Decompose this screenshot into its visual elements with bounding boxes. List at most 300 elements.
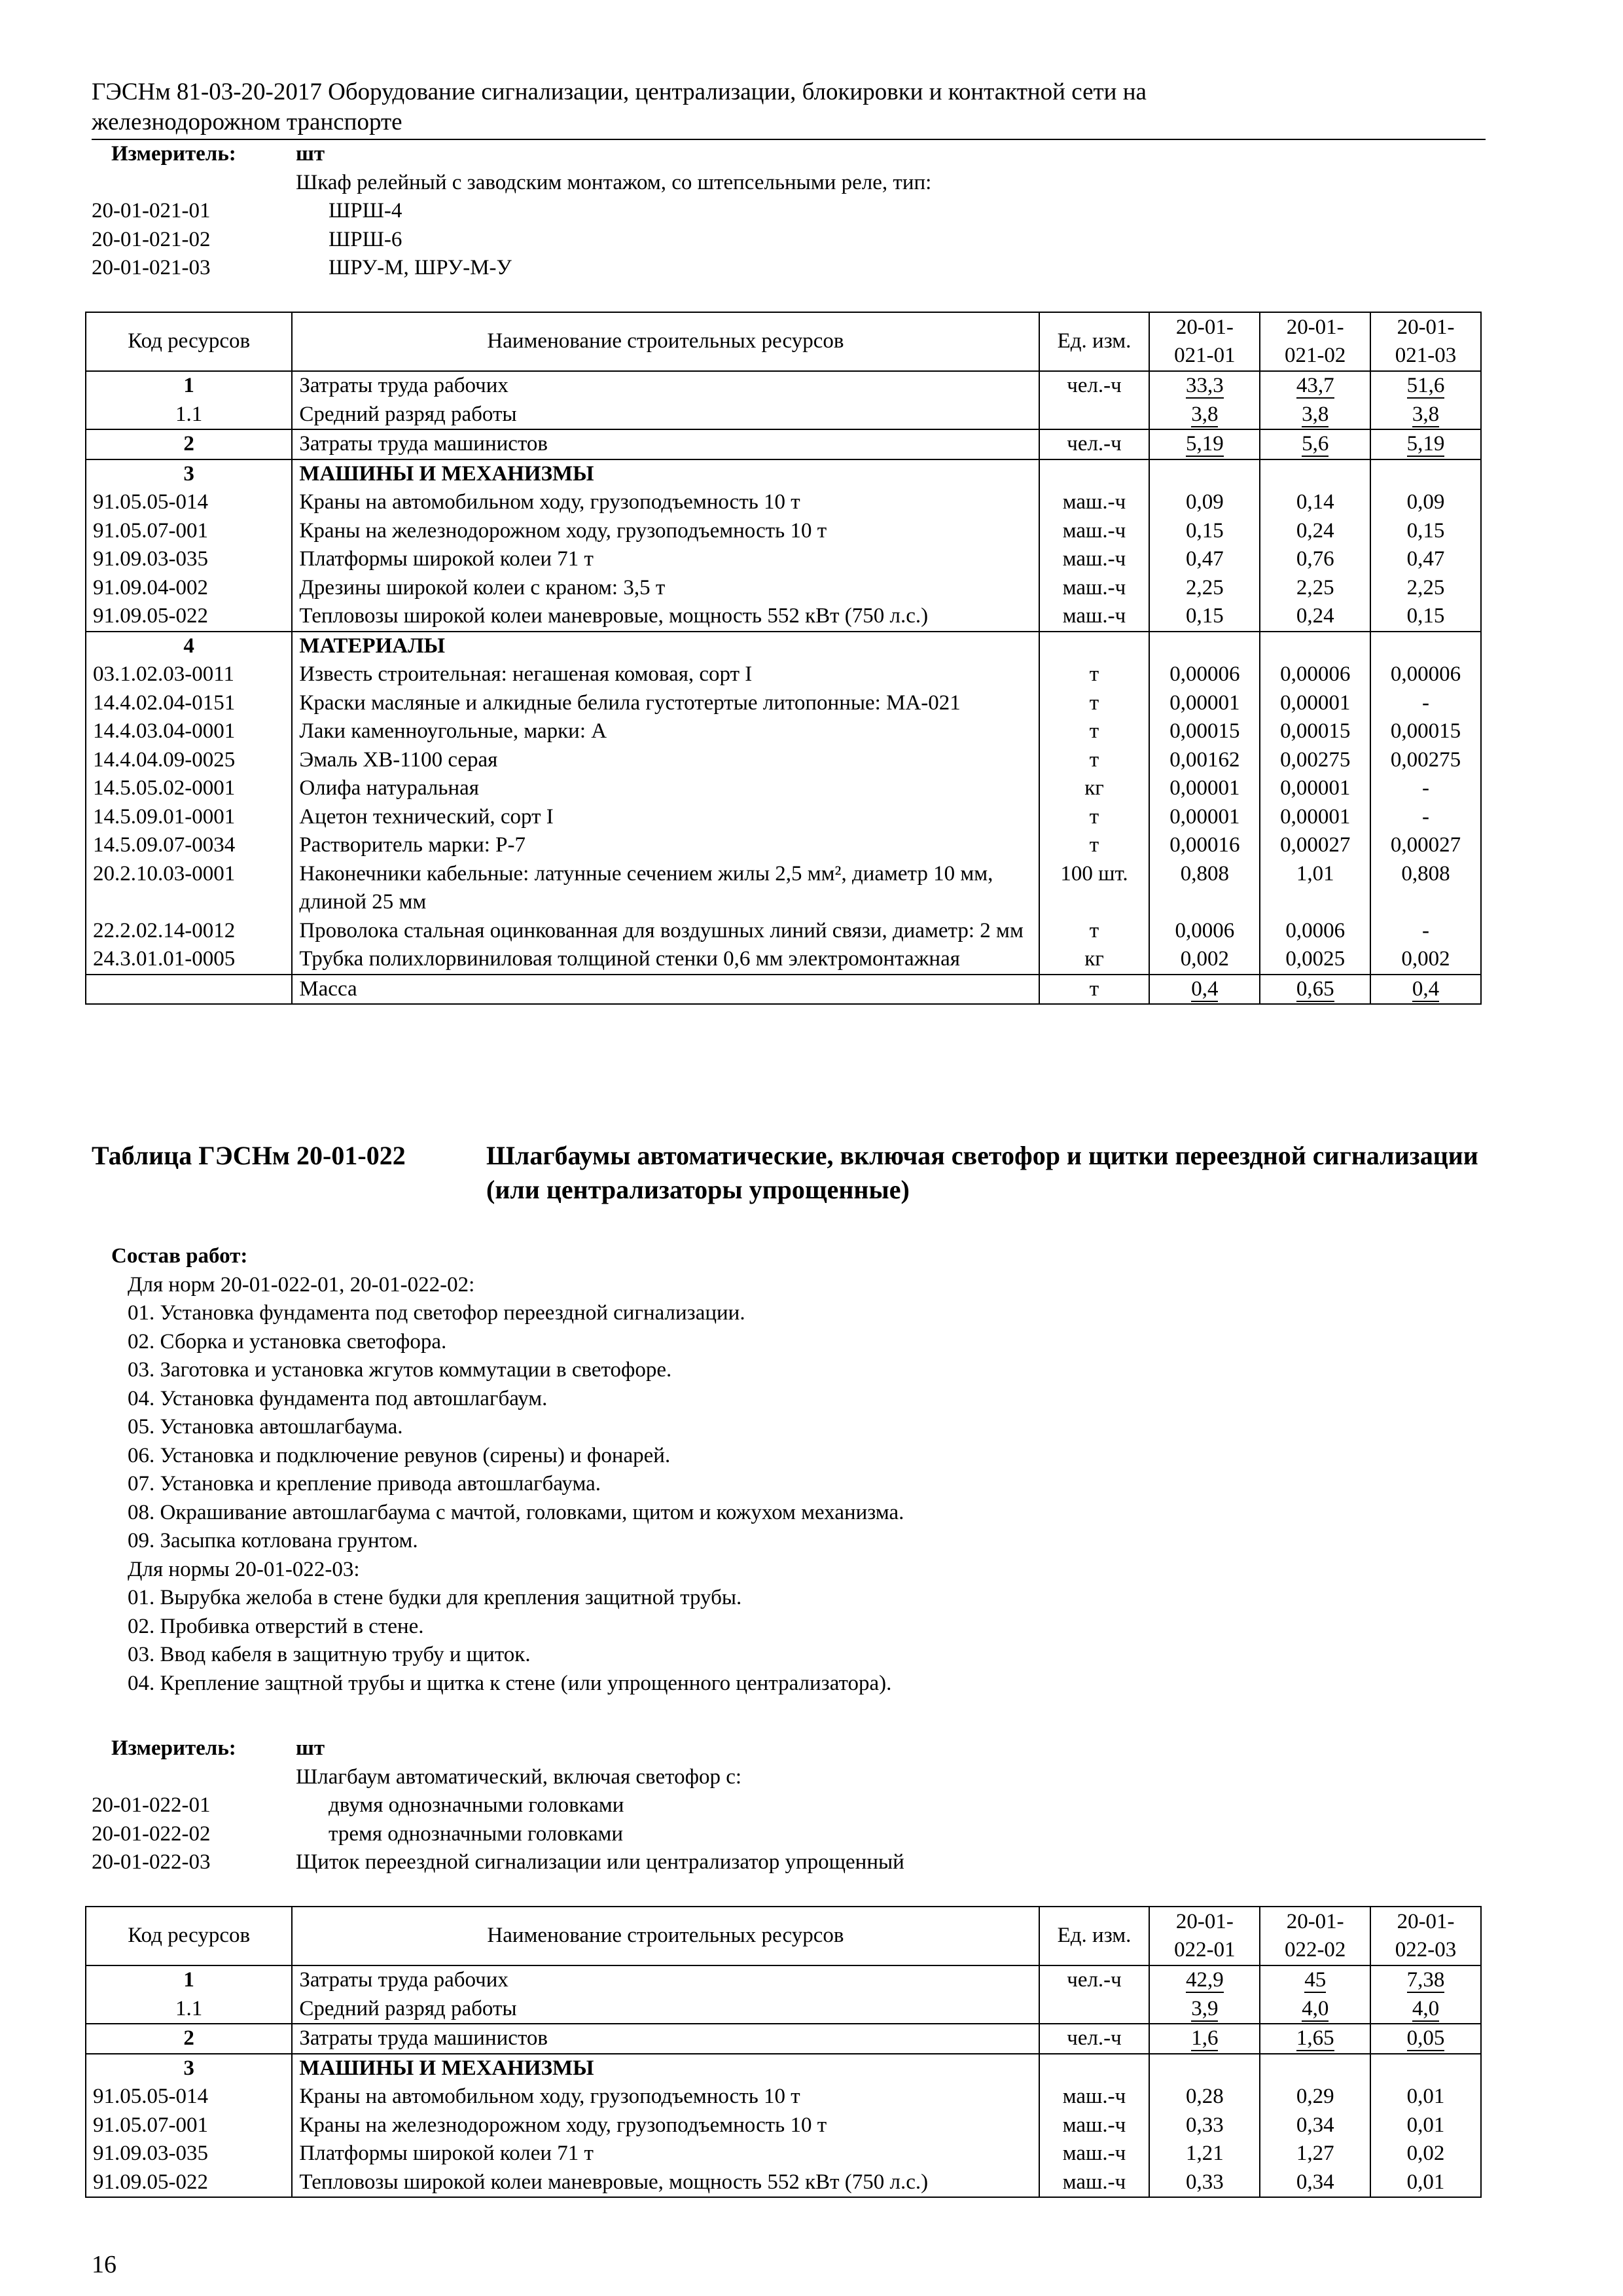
resource-name (292, 574, 1039, 603)
col-header-norm-1-a: 20-01- (1175, 1909, 1234, 1933)
norm-value-1 (1149, 2111, 1260, 2140)
norm-value-3-text: 0,01 (1406, 2170, 1445, 2194)
resource-code-text: 2 (183, 432, 194, 456)
table-row (86, 459, 1481, 489)
table-row (86, 803, 1481, 832)
resource-name-text: Масса (299, 977, 357, 1001)
table-row (86, 517, 1481, 546)
resource-unit (1039, 459, 1150, 489)
work-item: 01. Установка фундамента под светофор переездной сигнализации. (128, 1301, 745, 1325)
norm-value-3-text: 0,00015 (1390, 719, 1461, 743)
norm-text: ШРУ-М, ШРУ-М-У (329, 256, 512, 279)
norm-value-2 (1260, 2024, 1370, 2054)
resource-unit-text: чел.-ч (1067, 432, 1122, 456)
norm-value-1-text: 0,09 (1185, 490, 1224, 514)
norm-value-2-text: 1,65 (1296, 2026, 1334, 2050)
resource-code-text: 20.2.10.03-0001 (93, 861, 236, 886)
resource-code-text: 14.5.09.07-0034 (93, 833, 236, 857)
running-header (92, 77, 1486, 137)
work-item: 03. Заготовка и установка жгутов коммутации в светофоре. (128, 1358, 672, 1382)
norm-value-2-text: 0,00001 (1280, 691, 1351, 715)
resource-name (292, 488, 1039, 517)
resource-name-text: Затраты труда машинистов (299, 2026, 548, 2050)
col-header-norm-2-b: 022-02 (1284, 1938, 1346, 1962)
resource-code (86, 746, 292, 775)
resource-code-text: 91.05.05-014 (93, 490, 208, 514)
col-header-norm-3-a: 20-01- (1397, 1909, 1455, 1933)
norm-value-1 (1149, 574, 1260, 603)
resource-code-text: 14.4.03.04-0001 (93, 719, 236, 743)
col-header-name: Наименование строительных ресурсов (292, 1907, 1039, 1965)
work-composition (92, 1242, 1486, 1698)
resource-unit-text: т (1089, 977, 1099, 1001)
norm-value-1 (1149, 917, 1260, 946)
resource-unit-text: маш.-ч (1062, 2170, 1126, 2194)
resource-name (292, 2140, 1039, 2168)
norm-value-1 (1149, 2140, 1260, 2168)
table-row (86, 2054, 1481, 2083)
norm-value-3-text: 0,01 (1406, 2085, 1445, 2108)
table-row (86, 975, 1481, 1005)
resource-unit-text: маш.-ч (1062, 2142, 1126, 2165)
resource-code (86, 401, 292, 430)
resource-unit-text: маш.-ч (1062, 518, 1126, 543)
norm-value-3-text: 51,6 (1406, 374, 1445, 397)
col-header-norm-2-a: 20-01- (1286, 1909, 1344, 1933)
work-item: 04. Крепление защтной трубы и щитка к стене (или упрощенного централизатора). (128, 1671, 892, 1695)
norm-code: 20-01-022-01 (92, 1793, 211, 1817)
resource-name (292, 2024, 1039, 2054)
norm-value-2 (1260, 774, 1370, 803)
resource-name (292, 917, 1039, 946)
norm-value-1 (1149, 689, 1260, 718)
resource-code (86, 945, 292, 975)
resource-unit (1039, 545, 1150, 574)
norm-value-3-text: 2,25 (1406, 575, 1445, 600)
resource-code (86, 717, 292, 746)
resource-code (86, 632, 292, 661)
resource-code (86, 831, 292, 860)
table-row (86, 401, 1481, 430)
norm-value-3 (1370, 1965, 1481, 1995)
norm-value-1 (1149, 746, 1260, 775)
norm-value-2-text: 0,0025 (1285, 947, 1346, 971)
resource-name (292, 1995, 1039, 2024)
norm-value-3 (1370, 945, 1481, 975)
norm-value-2-text: 43,7 (1296, 374, 1334, 397)
resource-name (292, 371, 1039, 401)
table-row (86, 2140, 1481, 2168)
norm-value-1-text: 0,15 (1185, 518, 1224, 543)
resource-unit (1039, 517, 1150, 546)
norm-value-2 (1260, 945, 1370, 975)
norm-value-2-text: 45 (1304, 1968, 1327, 1992)
norm-value-3 (1370, 459, 1481, 489)
norm-value-3-text: - (1422, 804, 1430, 829)
resource-code-text: 91.09.04-002 (93, 575, 208, 600)
resource-name (292, 660, 1039, 689)
norm-code: 20-01-022-02 (92, 1821, 211, 1846)
norm-value-3 (1370, 774, 1481, 803)
resource-unit (1039, 717, 1150, 746)
norm-value-3 (1370, 2140, 1481, 2168)
norm-value-2-text: 0,00006 (1280, 662, 1351, 686)
norm-value-1-text: 0,00015 (1169, 719, 1240, 743)
table-row (86, 602, 1481, 632)
resource-unit-text: т (1089, 918, 1099, 942)
resource-name-text: Тепловозы широкой колеи маневровые, мощность 552 кВт (750 л.с.) (299, 2170, 929, 2194)
resource-code (86, 2024, 292, 2054)
resource-name (292, 975, 1039, 1005)
norm-value-2 (1260, 401, 1370, 430)
norm-value-1 (1149, 660, 1260, 689)
resource-name (292, 1965, 1039, 1995)
table-row (86, 831, 1481, 860)
resource-unit-text: кг (1084, 947, 1104, 971)
norm-value-2-text: 0,76 (1296, 547, 1334, 571)
resource-code (86, 545, 292, 574)
norm-value-2 (1260, 602, 1370, 632)
norm-value-2-text: 0,00015 (1280, 719, 1351, 743)
norm-value-1 (1149, 371, 1260, 401)
resource-unit-text: т (1089, 804, 1099, 829)
norm-value-1-text: 0,15 (1185, 604, 1224, 628)
work-item: 01. Вырубка желоба в стене будки для крепления защитной трубы. (128, 1586, 742, 1609)
norm-value-2 (1260, 2054, 1370, 2083)
norm-value-3 (1370, 717, 1481, 746)
resource-code (86, 1995, 292, 2024)
norm-value-3 (1370, 545, 1481, 574)
norm-value-1-text: 0,00001 (1169, 804, 1240, 829)
col-header-norm-2-b: 021-02 (1284, 344, 1346, 367)
norm-value-3 (1370, 917, 1481, 946)
work-item: 05. Установка автошлагбаума. (128, 1415, 403, 1439)
resource-code (86, 860, 292, 917)
table-row (86, 660, 1481, 689)
norm-text: ШРШ-4 (329, 199, 402, 223)
resource-name (292, 2111, 1039, 2140)
resource-unit-text: маш.-ч (1062, 547, 1126, 571)
norm-value-3 (1370, 574, 1481, 603)
norm-value-2 (1260, 2111, 1370, 2140)
resource-unit (1039, 574, 1150, 603)
col-header-code: Код ресурсов (86, 312, 292, 371)
norm-value-2 (1260, 803, 1370, 832)
norm-value-3 (1370, 429, 1481, 459)
norm-value-1 (1149, 2168, 1260, 2198)
resource-code (86, 602, 292, 632)
table-row (86, 717, 1481, 746)
resource-unit (1039, 774, 1150, 803)
norm-value-2 (1260, 574, 1370, 603)
col-header-code: Код ресурсов (86, 1907, 292, 1965)
resource-unit-text: т (1089, 747, 1099, 772)
table-row (86, 689, 1481, 718)
resource-unit (1039, 488, 1150, 517)
resource-name-text: МАШИНЫ И МЕХАНИЗМЫ (299, 461, 594, 486)
resource-name (292, 401, 1039, 430)
resource-code (86, 488, 292, 517)
resource-code (86, 2054, 292, 2083)
norm-value-3-text: 0,15 (1406, 604, 1445, 628)
resource-name-text: Затраты труда рабочих (299, 1968, 508, 1992)
col-header-norm-2 (1260, 1907, 1370, 1965)
resource-unit (1039, 2111, 1150, 2140)
norm-value-3-text: 0,47 (1406, 547, 1445, 571)
resource-name (292, 545, 1039, 574)
norm-value-2-text: 1,27 (1296, 2142, 1334, 2165)
page-number: 16 (92, 2251, 116, 2278)
resource-code (86, 660, 292, 689)
work-group-2: Для нормы 20-01-022-03: (128, 1557, 360, 1581)
norm-value-1-text: 0,00001 (1169, 776, 1240, 800)
table-row (86, 632, 1481, 661)
norm-value-3-text: - (1422, 918, 1430, 942)
norm-value-2-text: 2,25 (1296, 575, 1334, 600)
norm-value-3 (1370, 2111, 1481, 2140)
norm-value-1 (1149, 2024, 1260, 2054)
resource-name (292, 774, 1039, 803)
resource-name-text: Ацетон технический, сорт I (299, 804, 554, 829)
norm-value-2-text: 0,00001 (1280, 776, 1351, 800)
resource-unit-text: т (1089, 662, 1099, 686)
resource-name (292, 429, 1039, 459)
table-row (86, 917, 1481, 946)
resource-unit (1039, 632, 1150, 661)
resource-unit (1039, 660, 1150, 689)
resource-code (86, 459, 292, 489)
resource-name-text: Лаки каменноугольные, марки: А (299, 719, 607, 743)
norm-value-1 (1149, 2054, 1260, 2083)
norm-value-1 (1149, 803, 1260, 832)
norm-value-2 (1260, 1995, 1370, 2024)
col-header-norm-3 (1370, 312, 1481, 371)
resource-name (292, 2168, 1039, 2198)
norm-value-1 (1149, 459, 1260, 489)
resource-code-text: 14.4.02.04-0151 (93, 691, 236, 715)
norm-value-1 (1149, 717, 1260, 746)
norm-value-1 (1149, 517, 1260, 546)
norm-value-1 (1149, 401, 1260, 430)
norm-value-2 (1260, 2083, 1370, 2111)
norm-value-2 (1260, 1965, 1370, 1995)
table-row (86, 945, 1481, 975)
resource-unit-text: маш.-ч (1062, 2113, 1126, 2137)
resource-name (292, 517, 1039, 546)
resource-code-text: 91.05.05-014 (93, 2085, 208, 2108)
norm-value-3-text: 5,19 (1406, 432, 1445, 456)
norm-value-3-text: 4,0 (1412, 1996, 1440, 2020)
norm-value-3-text: 0,808 (1401, 861, 1450, 886)
col-header-norm-3-b: 022-03 (1395, 1938, 1457, 1962)
resource-code (86, 574, 292, 603)
norm-value-1-text: 1,6 (1191, 2026, 1219, 2050)
norm-value-2-text: 0,24 (1296, 604, 1334, 628)
table-row (86, 746, 1481, 775)
norm-value-1-text: 1,21 (1185, 2142, 1224, 2165)
header-line-2: железнодорожном транспорте (92, 109, 402, 135)
resource-name-text: Платформы широкой колеи 71 т (299, 547, 594, 571)
resource-name-text: Краски масляные и алкидные белила густотертые литопонные: МА-021 (299, 691, 961, 715)
col-header-norm-1-b: 021-01 (1174, 344, 1236, 367)
norm-value-2-text: 4,0 (1302, 1996, 1329, 2020)
resource-name (292, 632, 1039, 661)
resource-name-text: Платформы широкой колеи 71 т (299, 2142, 594, 2165)
resource-unit-text: кг (1084, 776, 1104, 800)
resource-unit-text: маш.-ч (1062, 2085, 1126, 2108)
norm-value-2 (1260, 746, 1370, 775)
resources-table-022 (85, 1906, 1482, 2198)
resource-code (86, 1965, 292, 1995)
resource-name (292, 803, 1039, 832)
table-row (86, 1965, 1481, 1995)
resource-unit-text: чел.-ч (1067, 1968, 1122, 1992)
resource-code-text: 3 (183, 461, 194, 486)
resource-code-text: 14.5.09.01-0001 (93, 804, 236, 829)
resource-unit (1039, 831, 1150, 860)
resource-name (292, 831, 1039, 860)
measure-intro: Шкаф релейный с заводским монтажом, со штепсельными реле, тип: (296, 170, 932, 194)
resource-name-text: Растворитель марки: Р-7 (299, 833, 526, 857)
resource-name-text: МАТЕРИАЛЫ (299, 634, 446, 658)
resource-code (86, 774, 292, 803)
resource-name-text: Затраты труда машинистов (299, 432, 548, 456)
norm-value-3 (1370, 2083, 1481, 2111)
norm-value-2 (1260, 860, 1370, 917)
norm-value-2 (1260, 975, 1370, 1005)
resource-unit (1039, 2054, 1150, 2083)
header-line-1: ГЭСНм 81-03-20-2017 Оборудование сигнализации, централизации, блокировки и контактной сети на (92, 79, 1147, 105)
resource-unit-text: т (1089, 833, 1099, 857)
resource-unit (1039, 371, 1150, 401)
norm-value-1-text: 0,33 (1185, 2170, 1224, 2194)
norm-value-1-text: 2,25 (1185, 575, 1224, 600)
resource-code (86, 2083, 292, 2111)
norm-value-2 (1260, 488, 1370, 517)
col-header-norm-2-a: 20-01- (1286, 315, 1344, 339)
resource-code-text: 14.4.04.09-0025 (93, 747, 236, 772)
norm-value-1-text: 0,4 (1191, 977, 1219, 1001)
resource-code-text: 1.1 (175, 1996, 203, 2020)
norm-value-2 (1260, 632, 1370, 661)
norm-value-3 (1370, 2024, 1481, 2054)
resource-name (292, 717, 1039, 746)
norm-value-3 (1370, 1995, 1481, 2024)
norm-value-3 (1370, 632, 1481, 661)
work-item: 03. Ввод кабеля в защитную трубу и щиток. (128, 1643, 531, 1666)
norm-value-1-text: 33,3 (1185, 374, 1224, 397)
resource-code-text: 91.05.07-001 (93, 518, 208, 543)
table-row (86, 2083, 1481, 2111)
table-row (86, 774, 1481, 803)
norm-value-2-text: 0,34 (1296, 2113, 1334, 2137)
norm-value-1-text: 0,00016 (1169, 833, 1240, 857)
resource-code-text: 1 (183, 1968, 194, 1992)
resource-unit-text: маш.-ч (1062, 575, 1126, 600)
norm-value-3 (1370, 371, 1481, 401)
col-header-unit: Ед. изм. (1039, 1907, 1150, 1965)
resource-code-text: 91.09.05-022 (93, 2170, 208, 2194)
norm-value-3-text: 0,00027 (1390, 833, 1461, 857)
resource-name (292, 945, 1039, 975)
resource-name-text: Тепловозы широкой колеи маневровые, мощность 552 кВт (750 л.с.) (299, 604, 929, 628)
norm-value-3 (1370, 401, 1481, 430)
resource-unit-text: маш.-ч (1062, 604, 1126, 628)
norm-value-3 (1370, 689, 1481, 718)
resource-code-text: 91.09.03-035 (93, 2142, 208, 2165)
resource-unit (1039, 689, 1150, 718)
norm-value-1-text: 3,9 (1191, 1996, 1219, 2020)
col-header-name: Наименование строительных ресурсов (292, 312, 1039, 371)
resource-name-text: Олифа натуральная (299, 776, 479, 800)
table-number: Таблица ГЭСНм 20-01-022 (92, 1141, 406, 1170)
resource-unit (1039, 401, 1150, 430)
norm-value-1-text: 0,002 (1180, 947, 1229, 971)
norm-value-2-text: 0,34 (1296, 2170, 1334, 2194)
norm-value-1-text: 0,0006 (1175, 918, 1235, 942)
resource-code-text: 03.1.02.03-0011 (93, 662, 235, 686)
resource-unit (1039, 429, 1150, 459)
norm-value-3 (1370, 975, 1481, 1005)
norm-value-3 (1370, 660, 1481, 689)
norm-code: 20-01-021-02 (92, 227, 211, 251)
norm-value-2-text: 0,00027 (1280, 833, 1351, 857)
norm-value-1-text: 0,808 (1180, 861, 1229, 886)
norm-value-1 (1149, 2083, 1260, 2111)
norm-value-2 (1260, 459, 1370, 489)
norm-value-1 (1149, 831, 1260, 860)
resource-code (86, 975, 292, 1005)
norm-value-2 (1260, 917, 1370, 946)
resource-unit-text: маш.-ч (1062, 490, 1126, 514)
work-title: Состав работ: (111, 1244, 248, 1268)
table-row (86, 545, 1481, 574)
norm-value-3-text: 0,00006 (1390, 662, 1461, 686)
measure-unit: шт (296, 1736, 325, 1760)
resources-table-021 (85, 312, 1482, 1005)
resource-name-text: Средний разряд работы (299, 402, 517, 426)
norm-value-2-text: 1,01 (1296, 861, 1334, 886)
resource-name-text: Дрезины широкой колеи с краном: 3,5 т (299, 575, 666, 600)
norm-text: тремя однозначными головками (329, 1821, 624, 1846)
norm-value-3 (1370, 2054, 1481, 2083)
resource-code-text: 4 (183, 634, 194, 658)
resource-name (292, 689, 1039, 718)
measure-label: Измеритель: (111, 142, 236, 166)
norm-value-2-text: 0,65 (1296, 977, 1334, 1001)
norm-value-1 (1149, 945, 1260, 975)
norm-value-3 (1370, 860, 1481, 917)
resource-name-text: Краны на железнодорожном ходу, грузоподъемность 10 т (299, 2113, 827, 2137)
resource-unit (1039, 2083, 1150, 2111)
resource-unit (1039, 2168, 1150, 2198)
norm-value-1-text: 0,33 (1185, 2113, 1224, 2137)
resource-name (292, 2054, 1039, 2083)
norm-value-3 (1370, 803, 1481, 832)
resource-unit (1039, 860, 1150, 917)
work-item: 02. Сборка и установка светофора. (128, 1329, 447, 1354)
norm-text: двумя однозначными головками (329, 1793, 624, 1817)
norm-value-1 (1149, 975, 1260, 1005)
resource-code (86, 371, 292, 401)
norm-value-1-text: 0,00006 (1169, 662, 1240, 686)
col-header-unit: Ед. изм. (1039, 312, 1150, 371)
norm-value-2 (1260, 429, 1370, 459)
resource-code (86, 689, 292, 718)
resource-unit (1039, 602, 1150, 632)
norm-value-1 (1149, 1965, 1260, 1995)
norm-value-2 (1260, 371, 1370, 401)
